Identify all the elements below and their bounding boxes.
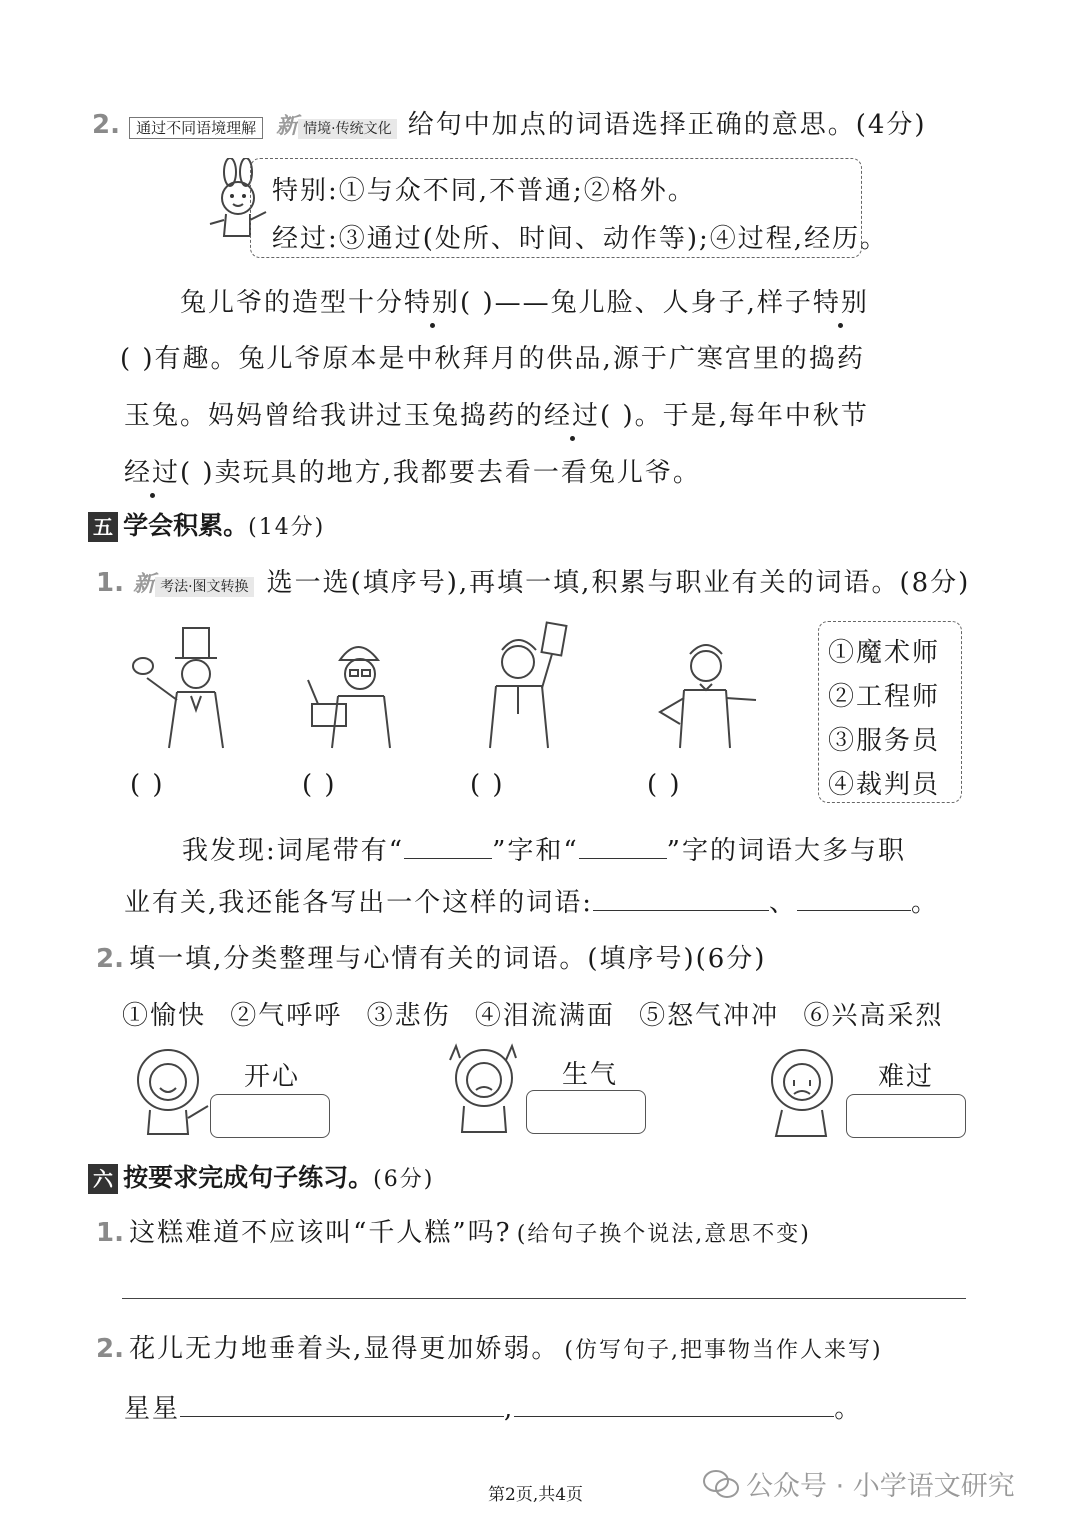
mood-label-angry: 生气 (562, 1060, 619, 1090)
engineer-figure-icon (298, 630, 408, 750)
context-tag: 情境·传统文化 (298, 119, 396, 139)
dotted-word: 特别 (404, 288, 461, 318)
question-hint: (给句子换个说法,意思不变) (516, 1222, 811, 1247)
mood-word: ①愉快 (122, 1001, 207, 1031)
passage-text: ( )。于是,每年中秋节 (600, 401, 869, 431)
mood-word: ⑥兴高采烈 (803, 1001, 944, 1031)
separator: 、 (769, 888, 798, 918)
mood-label-happy: 开心 (244, 1062, 301, 1092)
question-prompt: 选一选(填序号),再填一填,积累与职业有关的词语。(8分) (266, 568, 971, 598)
blank-field[interactable] (593, 888, 769, 911)
question-number: 2. (96, 944, 124, 974)
section-number: 五 (88, 512, 118, 542)
passage-text: ( )——兔儿脸、人身子,样子 (460, 288, 813, 318)
sad-lion-icon (760, 1044, 846, 1138)
page-number: 第2页,共4页 (488, 1485, 584, 1505)
blank-field[interactable] (180, 1394, 504, 1417)
section-title: 学会积累。 (123, 511, 249, 540)
section-number: 六 (88, 1164, 118, 1194)
section-score: (14分) (248, 515, 326, 540)
passage-line-4 (124, 452, 701, 489)
period: 。 (834, 1394, 863, 1424)
question-number: 2. (92, 110, 120, 140)
dotted-word: 经过 (124, 458, 181, 488)
answer-line[interactable] (122, 1298, 966, 1299)
section-6-header (88, 1158, 434, 1194)
answer-bracket[interactable]: ( ) (130, 770, 165, 800)
passage-line-2: ( )有趣。兔儿爷原本是中秋拜月的供品,源于广寒宫里的捣药 (120, 344, 865, 374)
magician-figure-icon (125, 620, 235, 750)
section-5-header (88, 506, 325, 542)
passage-line-1 (180, 282, 869, 319)
mood-word: ③悲伤 (366, 1001, 451, 1031)
passage-text: 兔儿爷的造型十分 (180, 288, 405, 318)
question-tag: 通过不同语境理解 (129, 117, 263, 139)
mood-word: ②气呼呼 (230, 1001, 343, 1031)
sentence-start: 星星 (124, 1394, 181, 1424)
definition-jingguo: 经过:③通过(处所、时间、动作等);④过程,经历。 (272, 224, 889, 254)
discovery-line-2 (124, 882, 939, 919)
s5-question-1-header (96, 562, 970, 599)
new-badge: 新 (133, 572, 156, 597)
question-2-header (92, 104, 927, 141)
waiter-figure-icon (640, 628, 760, 750)
dotted-word: 经过 (544, 401, 601, 431)
section-score: (6分) (373, 1167, 435, 1192)
blank-field[interactable] (797, 888, 911, 911)
period: 。 (911, 888, 940, 918)
sad-answer-box[interactable] (846, 1094, 966, 1138)
option-item: ①魔术师 (828, 638, 941, 668)
new-badge: 新 (276, 114, 299, 139)
definition-tebie: 特别:①与众不同,不普通;②格外。 (272, 176, 696, 206)
watermark-text: 公众号 · 小学语文研究 (746, 1471, 1015, 1502)
imitation-line (124, 1388, 862, 1425)
passage-line-3 (124, 395, 869, 432)
option-item: ③服务员 (828, 726, 941, 756)
question-hint: (仿写句子,把事物当作人来写) (564, 1338, 883, 1363)
s6-question-2 (96, 1328, 883, 1365)
option-item: ②工程师 (828, 682, 941, 712)
wechat-icon (702, 1468, 740, 1500)
passage-text: 玉兔。妈妈曾给我讲过玉兔捣药的 (124, 401, 545, 431)
angry-lion-icon (440, 1040, 526, 1134)
question-number: 1. (96, 1218, 124, 1248)
mood-word: ⑤怒气冲冲 (639, 1001, 780, 1031)
s5-question-2-header (96, 938, 766, 975)
answer-bracket[interactable]: ( ) (470, 770, 505, 800)
question-prompt: 给句中加点的词语选择正确的意思。(4分) (407, 110, 927, 140)
comma: , (504, 1394, 515, 1424)
blank-field[interactable] (404, 836, 492, 859)
section-title: 按要求完成句子练习。 (123, 1163, 374, 1192)
mood-word: ④泪流满面 (474, 1001, 615, 1031)
option-item: ④裁判员 (828, 770, 941, 800)
discovery-line-1 (182, 830, 906, 867)
s6-question-1 (96, 1212, 811, 1249)
answer-bracket[interactable]: ( ) (647, 770, 682, 800)
discovery-text: 业有关,我还能各写出一个这样的词语: (124, 888, 594, 918)
method-tag: 考法·图文转换 (155, 577, 253, 597)
mood-label-sad: 难过 (878, 1062, 935, 1092)
passage-text: ( )卖玩具的地方,我都要去看一看兔儿爷。 (180, 458, 701, 488)
discovery-text: 我发现:词尾带有“ (182, 836, 405, 866)
question-prompt: 填一填,分类整理与心情有关的词语。(填序号)(6分) (129, 944, 767, 974)
dotted-word: 特别 (812, 288, 869, 318)
blank-field[interactable] (514, 1394, 834, 1417)
question-text: 这糕难道不应该叫“千人糕”吗? (129, 1218, 512, 1248)
question-text: 花儿无力地垂着头,显得更加娇弱。 (129, 1334, 560, 1364)
referee-figure-icon (466, 614, 576, 750)
angry-answer-box[interactable] (526, 1090, 646, 1134)
discovery-text: ”字的词语大多与职 (666, 836, 906, 866)
mood-word-list (122, 995, 943, 1032)
question-number: 2. (96, 1334, 124, 1364)
watermark (702, 1464, 1015, 1503)
blank-field[interactable] (579, 836, 667, 859)
discovery-text: ”字和“ (492, 836, 579, 866)
happy-answer-box[interactable] (210, 1094, 330, 1138)
happy-lion-icon (130, 1046, 212, 1136)
question-number: 1. (96, 568, 124, 598)
answer-bracket[interactable]: ( ) (302, 770, 337, 800)
